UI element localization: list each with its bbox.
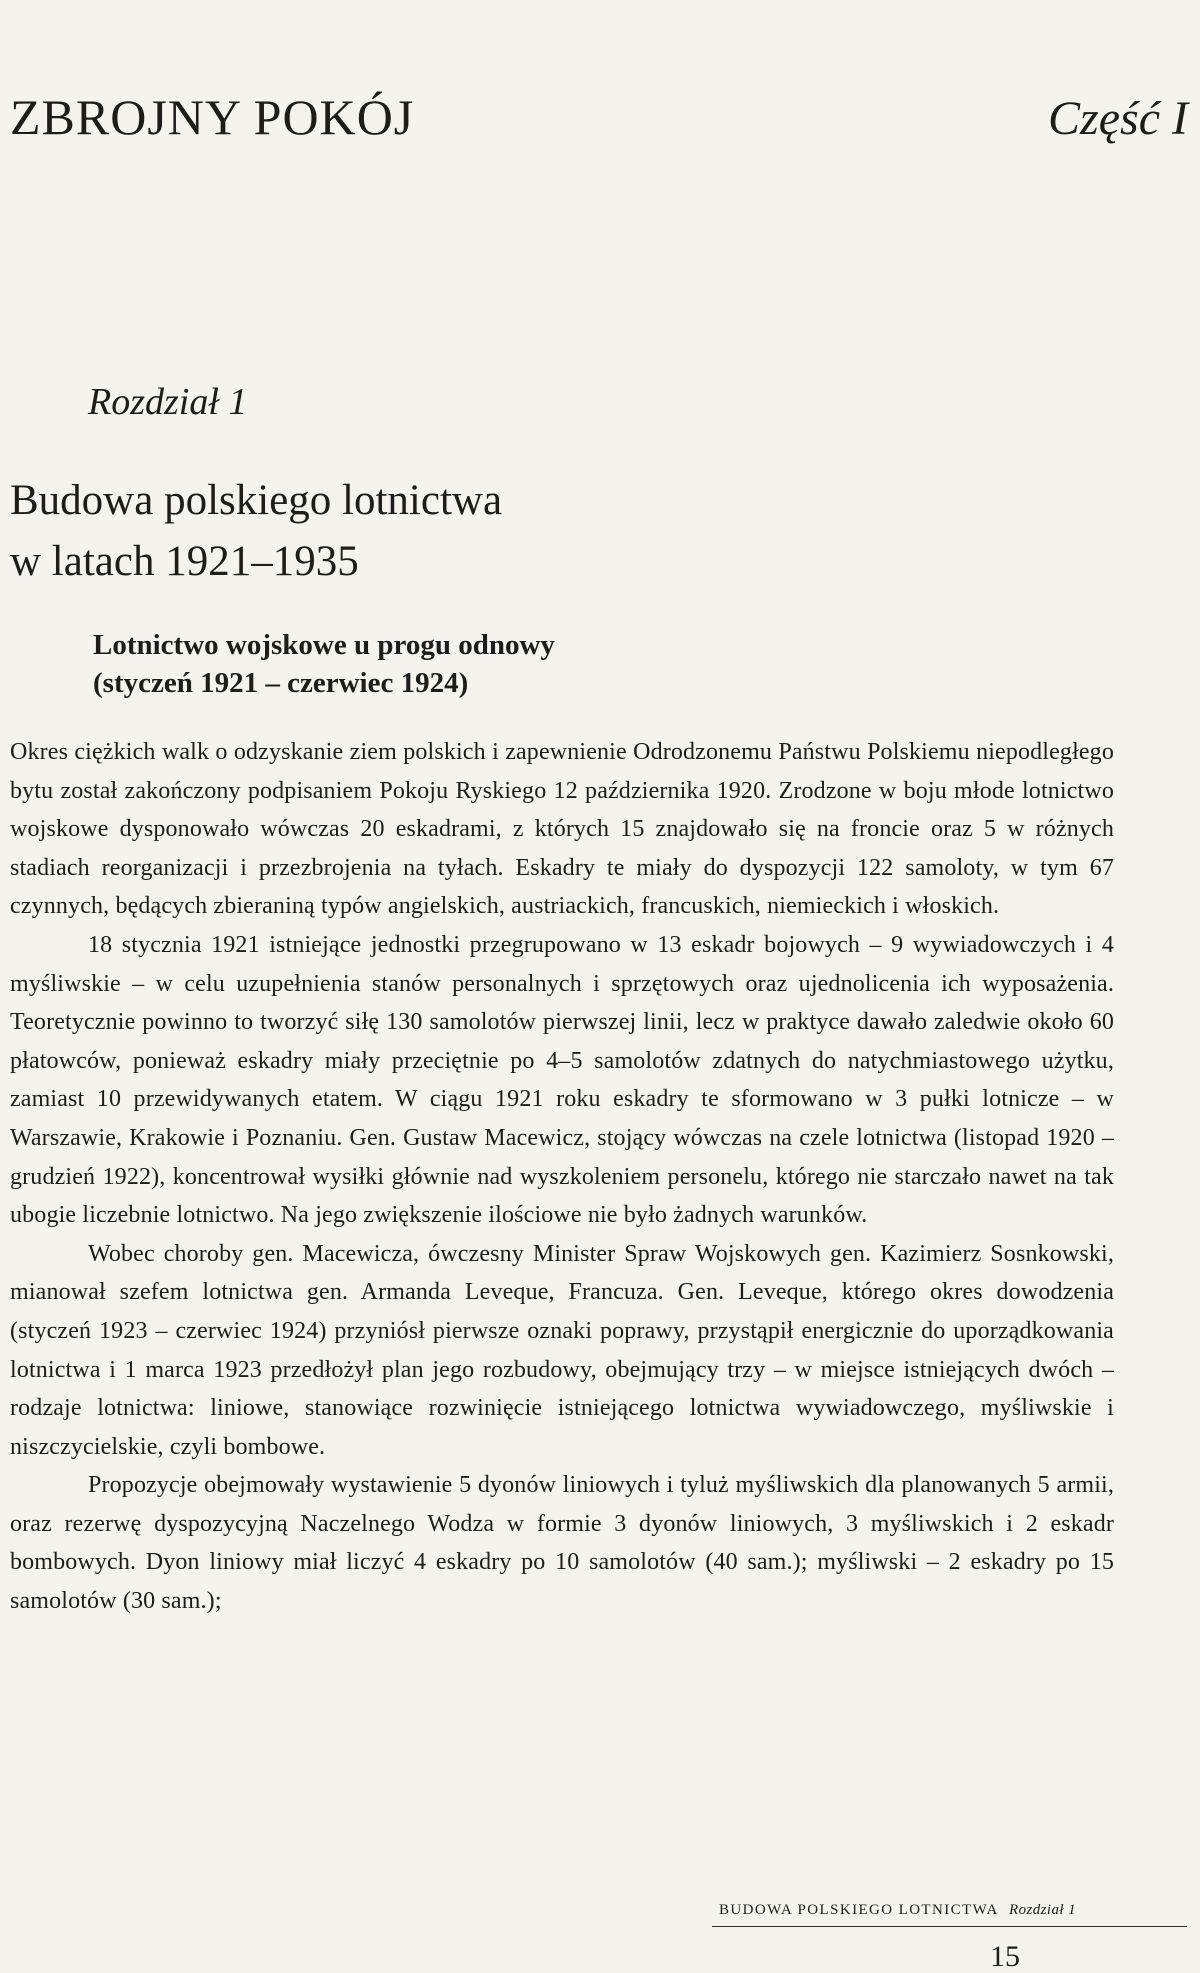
paragraph: Propozycje obejmowały wystawienie 5 dyonów liniowych i tyluż myśliwskich dla planowanych 5 armii, oraz rezerwę dyspozycyjną Naczelnego Wodza w formie 3 dyonów liniowych, 3 myśliwskich i 2 eskadr bombowych. Dyon liniowy miał liczyć 4 eskadry po 10 samolotów (40 sam.); myśliwski – 2 eskadry po 15 samolotów (30 sam.); [10, 1472, 1114, 1615]
paragraph: Wobec choroby gen. Macewicza, ówczesny Minister Spraw Wojskowych gen. Kazimierz Sosnkowski, mianował szefem lotnictwa gen. Armanda Leveque, Francuza. Gen. Leveque, którego okres dowodzenia (styczeń 1923 – czerwiec 1924) przyniósł pierwsze oznaki poprawy, przystąpił energicznie do uporządkowania lotnictwa i 1 marca 1923 przedłożył plan jego rozbudowy, obejmujący trzy – w miejsce istniejących dwóch – rodzaje lotnictwa: liniowe, stanowiące rozwinięcie istniejącego lotnictwa wywiadowczego, myśliwskie i niszczycielskie, czyli bombowe. [10, 1240, 1114, 1460]
chapter-title [10, 470, 502, 592]
chapter-label: Rozdział 1 [88, 381, 248, 423]
section-heading-line-1: Lotnictwo wojskowe u progu odnowy [93, 629, 555, 661]
body-text [10, 733, 1114, 1621]
book-title: ZBROJNY POKÓJ [10, 89, 415, 145]
footer-rule [712, 1926, 1187, 1927]
page-number: 15 [990, 1940, 1020, 1973]
running-head [10, 88, 1188, 146]
part-label: Część I [1048, 92, 1188, 145]
chapter-title-line-1: Budowa polskiego lotnictwa [10, 477, 503, 524]
section-heading [93, 626, 555, 702]
section-heading-line-2: (styczeń 1921 – czerwiec 1924) [93, 667, 469, 699]
footer-running-title [719, 1902, 1076, 1919]
paragraph: Okres ciężkich walk o odzyskanie ziem polskich i zapewnienie Odrodzonemu Państwu Polskiemu niepodległego bytu został zakończony podpisaniem Pokoju Ryskiego 12 października 1920. Zrodzone w boju młode lotnictwo wojskowe dysponowało wówczas 20 eskadrami, z których 15 znajdowało się na froncie oraz 5 w różnych stadiach reorganizacji i przezbrojenia na tyłach. Eskadry te miały do dyspozycji 122 samoloty, w tym 67 czynnych, będących zbieraniną typów angielskich, austriackich, francuskich, niemieckich i włoskich. [10, 739, 1114, 920]
footer-running-chapter: Rozdział 1 [1009, 1902, 1076, 1918]
paragraph: 18 stycznia 1921 istniejące jednostki przegrupowano w 13 eskadr bojowych – 9 wywiadowczych i 4 myśliwskie – w celu uzupełnienia stanów personalnych i sprzętowych oraz ujednolicenia ich wyposażenia. Teoretycznie powinno to tworzyć siłę 130 samolotów pierwszej linii, lecz w praktyce dawało zaledwie około 60 płatowców, ponieważ eskadry miały przeciętnie po 4–5 samolotów zdatnych do natychmiastowego użytku, zamiast 10 przewidywanych etatem. W ciągu 1921 roku eskadry te sformowano w 3 pułki lotnicze – w Warszawie, Krakowie i Poznaniu. Gen. Gustaw Macewicz, stojący wówczas na czele lotnictwa (listopad 1920 – grudzień 1922), koncentrował wysiłki głównie nad wyszkoleniem personelu, którego nie starczało nawet na tak ubogie liczebnie lotnictwo. Na jego zwiększenie ilościowe nie było żadnych warunków. [10, 931, 1114, 1229]
chapter-title-line-2: w latach 1921–1935 [10, 538, 359, 585]
footer-running-text: BUDOWA POLSKIEGO LOTNICTWA [719, 1902, 998, 1918]
